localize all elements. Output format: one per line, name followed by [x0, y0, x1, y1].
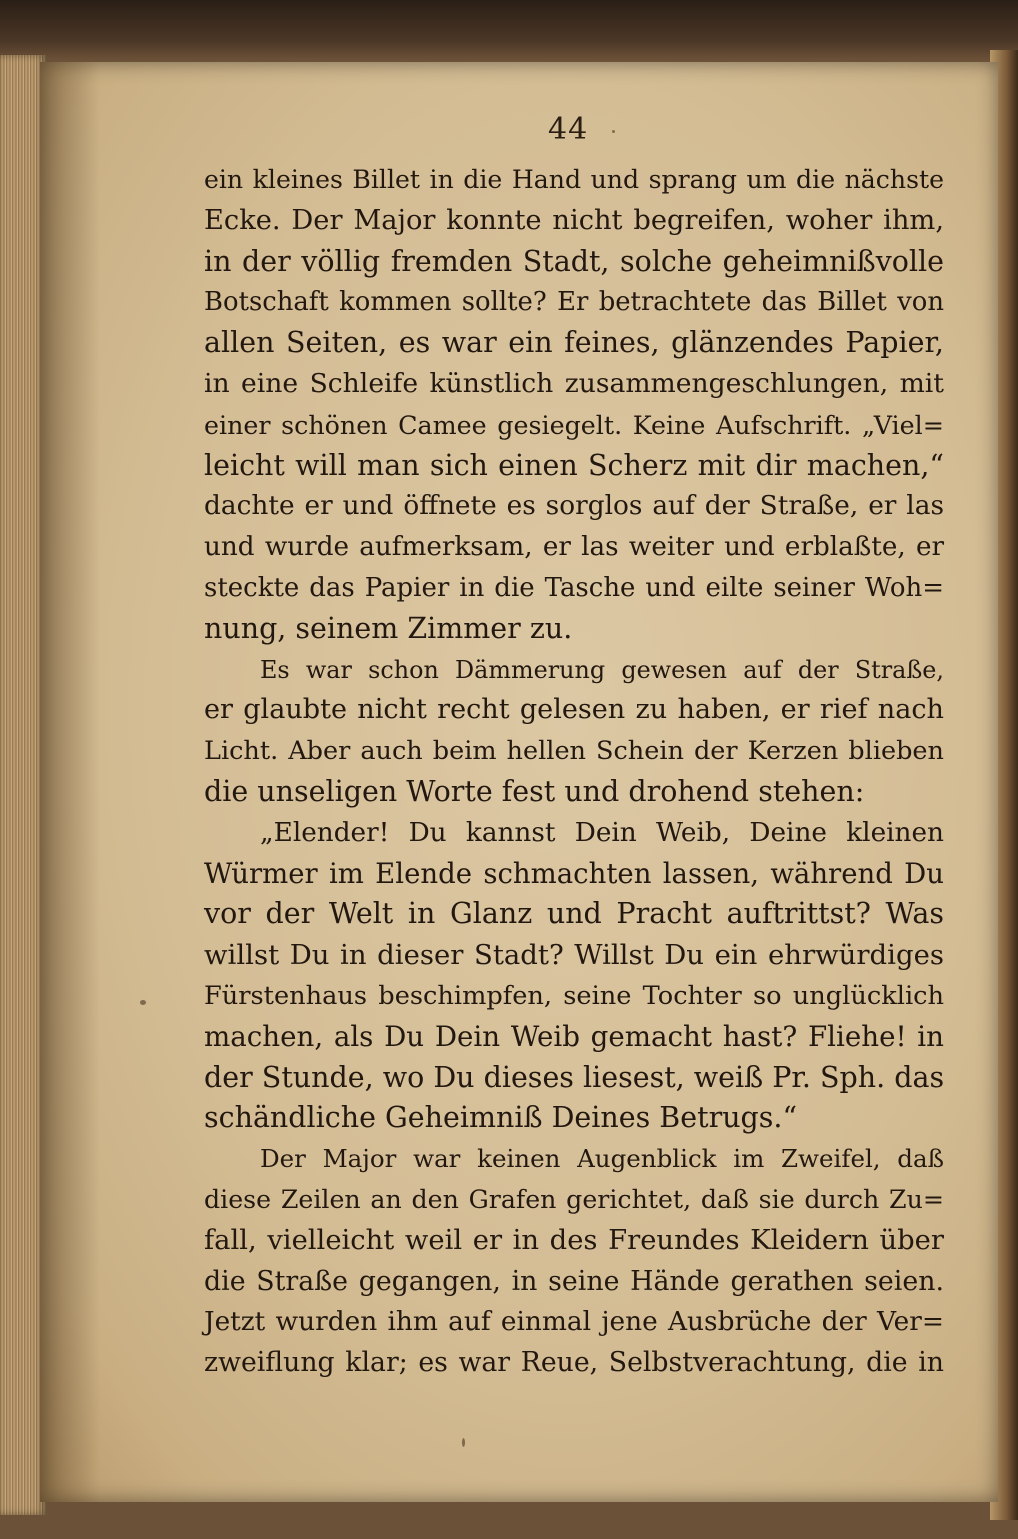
text-line: Jetzt wurden ihm auf einmal jene Ausbrüche der Ver=: [204, 1307, 944, 1338]
text-line: einer schönen Camee gesiegelt. Keine Aufschrift. „Viel=: [204, 409, 944, 440]
body-text: [204, 160, 944, 1384]
paper-speck: [140, 1000, 146, 1005]
paper-speck: [612, 130, 615, 133]
text-line: in eine Schleife künstlich zusammengeschlungen, mit: [204, 367, 944, 399]
text-line: steckte das Papier in die Tasche und eilte seiner Woh=: [204, 572, 944, 603]
text-line: „Elender! Du kannst Dein Weib, Deine kleinen: [260, 817, 944, 848]
paper-speck: [462, 1438, 465, 1447]
text-line: die unseligen Worte fest und drohend stehen:: [204, 774, 865, 808]
text-line: Es war schon Dämmerung gewesen auf der Straße,: [260, 655, 944, 684]
gutter-shadow: [40, 62, 100, 1502]
text-line: leicht will man sich einen Scherz mit dir machen,“: [204, 448, 944, 482]
text-line: nung, seinem Zimmer zu.: [204, 611, 573, 645]
text-line: in der völlig fremden Stadt, solche geheimnißvolle: [204, 244, 944, 278]
text-line: Licht. Aber auch beim hellen Schein der Kerzen blieben: [204, 736, 944, 767]
text-line: Würmer im Elende schmachten lassen, während Du: [204, 857, 944, 890]
text-line: diese Zeilen an den Grafen gerichtet, daß sie durch Zu=: [204, 1184, 944, 1214]
text-line: und wurde aufmerksam, er las weiter und erblaßte, er: [204, 532, 944, 563]
text-line: der Stunde, wo Du dieses liesest, weiß Pr. Sph. das: [204, 1060, 945, 1094]
text-line: allen Seiten, es war ein feines, glänzendes Papier,: [204, 326, 944, 360]
text-line: machen, als Du Dein Weib gemacht hast? Fliehe! in: [204, 1019, 944, 1053]
text-line: er glaubte nicht recht gelesen zu haben, er rief nach: [204, 694, 944, 726]
text-line: dachte er und öffnete es sorglos auf der Straße, er las: [204, 491, 944, 522]
text-line: ein kleines Billet in die Hand und sprang um die nächste: [204, 165, 944, 194]
text-line: fall, vielleicht weil er in des Freundes Kleidern über: [204, 1224, 944, 1256]
text-line: Botschaft kommen sollte? Er betrachtete das Billet von: [204, 287, 944, 318]
text-line: willst Du in dieser Stadt? Willst Du ein ehrwürdiges: [204, 939, 944, 972]
text-line: Ecke. Der Major konnte nicht begreifen, woher ihm,: [204, 204, 944, 236]
text-line: vor der Welt in Glanz und Pracht auftrittst? Was: [204, 897, 944, 931]
text-line: zweiflung klar; es war Reue, Selbstverachtung, die in: [204, 1347, 944, 1379]
text-line: die Straße gegangen, in seine Hände gerathen seien.: [204, 1265, 944, 1297]
text-line: Fürstenhaus beschimpfen, seine Tochter so unglücklich: [204, 980, 944, 1011]
text-line: Der Major war keinen Augenblick im Zweifel, daß: [260, 1144, 944, 1174]
text-line: schändliche Geheimniß Deines Betrugs.“: [204, 1101, 798, 1135]
page-number: 44: [548, 112, 589, 147]
